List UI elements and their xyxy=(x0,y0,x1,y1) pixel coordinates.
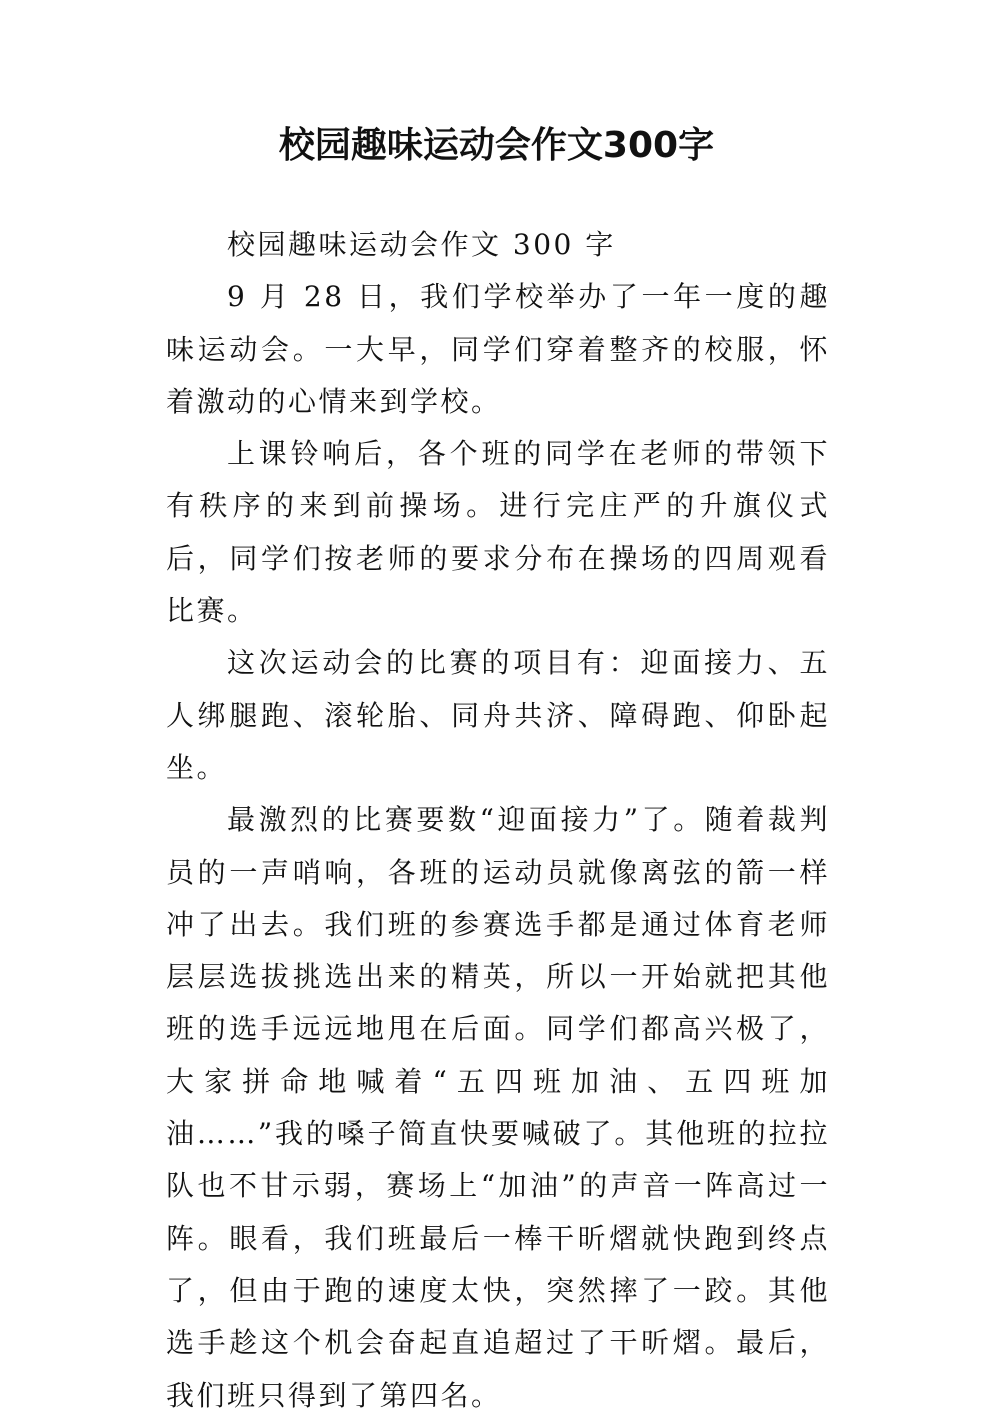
paragraph: 9 月 28 日，我们学校举办了一年一度的趣味运动会。一大早，同学们穿着整齐的校服，怀着激动的心情来到学校。 xyxy=(166,280,830,418)
paragraph: 最激烈的比赛要数“迎面接力”了。随着裁判员的一声哨响，各班的运动员就像离弦的箭一样冲了出去。我们班的参赛选手都是通过体育老师层层选拔挑选出来的精英，所以一开始就把其他班的选手远远地甩在后面。同学们都高兴极了，大家拼命地喊着“五四班加油、五四班加油……”我的嗓子简直快要喊破了。其他班的拉拉队也不甘示弱，赛场上“加油”的声音一阵高过一阵。眼看，我们班最后一棒干昕熠就快跑到终点了，但由于跑的速度太快，突然摔了一跤。其他选手趁这个机会奋起直追超过了干昕熠。最后，我们班只得到了第四名。 xyxy=(166,803,830,1412)
paragraph: 这次运动会的比赛的项目有：迎面接力、五人绑腿跑、滚轮胎、同舟共济、障碍跑、仰卧起坐。 xyxy=(166,646,830,784)
document-title: 校园趣味运动会作文300字 xyxy=(278,125,715,166)
document-body xyxy=(166,219,830,1422)
paragraph-subtitle: 校园趣味运动会作文 300 字 xyxy=(227,228,616,261)
paragraph: 上课铃响后，各个班的同学在老师的带领下有秩序的来到前操场。进行完庄严的升旗仪式后，同学们按老师的要求分布在操场的四周观看比赛。 xyxy=(166,437,830,628)
